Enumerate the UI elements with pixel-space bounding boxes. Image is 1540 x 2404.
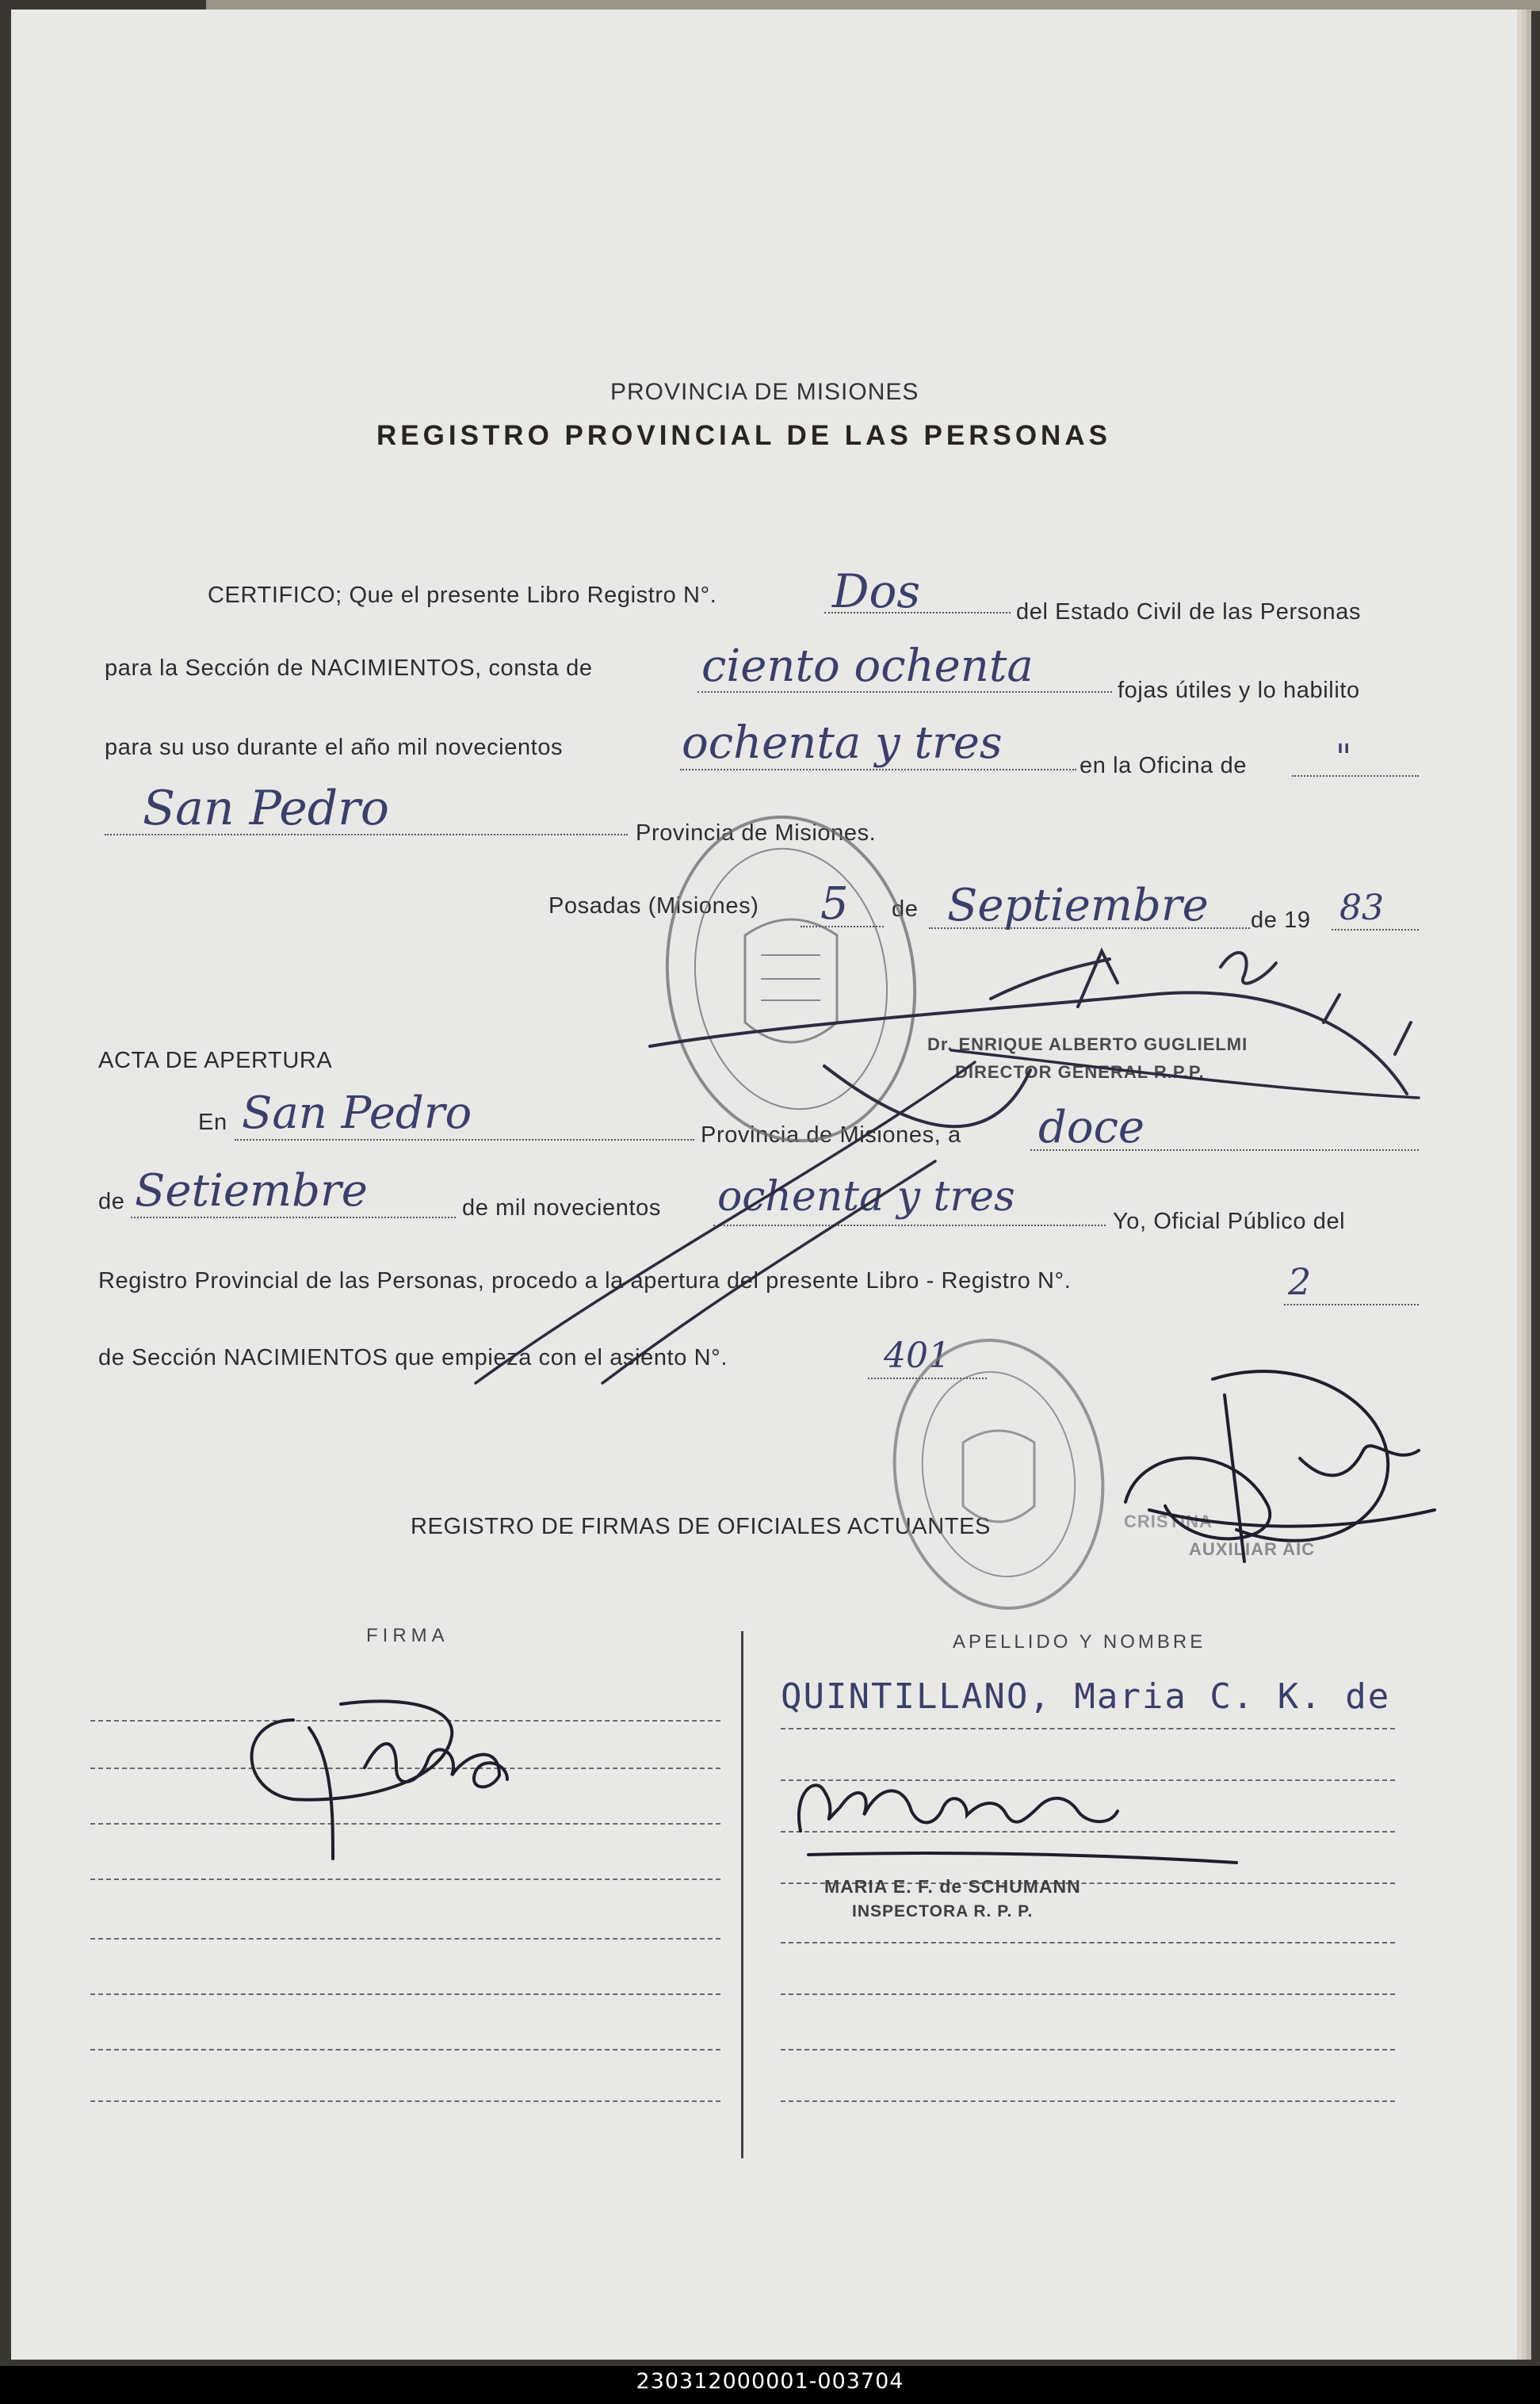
official-name-handwriting: QUINTILLANO, Maria C. K. de [781, 1676, 1391, 1717]
cert-ditto-mark: " [1336, 737, 1352, 778]
acta-line1-en: En [198, 1110, 227, 1135]
inspector-stamp-title: INSPECTORA R. P. P. [852, 1902, 1034, 1921]
acta-line2-mid: de mil novecientos [462, 1195, 661, 1221]
acta-place-handwriting: San Pedro [242, 1087, 472, 1139]
cert-book-number-handwriting: Dos [832, 564, 921, 618]
acta-line2-de: de [98, 1189, 125, 1214]
acta-book-number-handwriting: 2 [1288, 1260, 1312, 1303]
cert-day-handwriting: 5 [820, 878, 849, 930]
acta-line4: de Sección NACIMIENTOS que empieza con el asiento N°. [98, 1345, 728, 1370]
acta-title: ACTA DE APERTURA [98, 1048, 333, 1073]
firma-signature [252, 1701, 508, 1859]
cert-line1-text: CERTIFICO; Que el presente Libro Registro N°. [208, 583, 717, 608]
acta-year-handwriting: ochenta y tres [717, 1173, 1015, 1221]
director-stamp-name: Dr. ENRIQUE ALBERTO GUGLIELMI [927, 1034, 1248, 1054]
cert-line3-office: en la Oficina de [1080, 753, 1248, 778]
acta-line3: Registro Provincial de las Personas, procedo a la apertura del presente Libro - Registro N°. [98, 1268, 1072, 1294]
cert-de-year: de 19 [1251, 908, 1311, 933]
cert-folios-handwriting: ciento ochenta [701, 640, 1034, 692]
inspector-signature [799, 1785, 1236, 1863]
cert-line3-text: para su uso durante el año mil novecientos [105, 735, 564, 760]
cert-line4-end: Provincia de Misiones. [636, 820, 877, 846]
cert-line2-text: para la Sección de NACIMIENTOS, consta de [105, 655, 593, 681]
official-stamp-name: CRISTINA [1124, 1512, 1213, 1531]
official-stamp-title: AUXILIAR AIC [1189, 1539, 1316, 1559]
registry-seal-upper [647, 801, 935, 1156]
nombre-column-header: APELLIDO Y NOMBRE [953, 1631, 1206, 1653]
cert-place: Posadas (Misiones) [548, 893, 759, 919]
cert-month-handwriting: Septiembre [947, 880, 1209, 931]
cert-de: de [892, 896, 919, 922]
cert-line1-end: del Estado Civil de las Personas [1016, 599, 1362, 625]
inspector-stamp-name: MARIA E. F. de SCHUMANN [824, 1876, 1081, 1897]
acta-line2-end: Yo, Oficial Público del [1113, 1209, 1346, 1234]
acta-day-handwriting: doce [1038, 1102, 1145, 1153]
cert-year-handwriting: ochenta y tres [682, 717, 1003, 769]
official-signature-stamp-area [1125, 1371, 1435, 1561]
cert-line2-end: fojas útiles y lo habilito [1118, 678, 1360, 703]
director-stamp-title: DIRECTOR GENERAL R.P.P. [955, 1062, 1205, 1082]
firmas-title: REGISTRO DE FIRMAS DE OFICIALES ACTUANTES [411, 1514, 991, 1539]
cert-office-name-handwriting: San Pedro [143, 781, 389, 836]
cross-out-strokes [476, 1050, 1419, 1383]
document-id: 230312000001-003704 [636, 2369, 904, 2394]
firma-column-header: FIRMA [366, 1625, 449, 1646]
registry-heading: REGISTRO PROVINCIAL DE LAS PERSONAS [376, 420, 1111, 451]
acta-month-handwriting: Setiembre [135, 1165, 368, 1217]
registry-seal-lower [873, 1324, 1123, 1625]
cert-year-num-handwriting: 83 [1339, 888, 1384, 928]
acta-line1-prov: Provincia de Misiones, a [701, 1122, 961, 1148]
acta-entry-handwriting: 401 [884, 1336, 950, 1376]
province-heading: PROVINCIA DE MISIONES [610, 379, 919, 405]
